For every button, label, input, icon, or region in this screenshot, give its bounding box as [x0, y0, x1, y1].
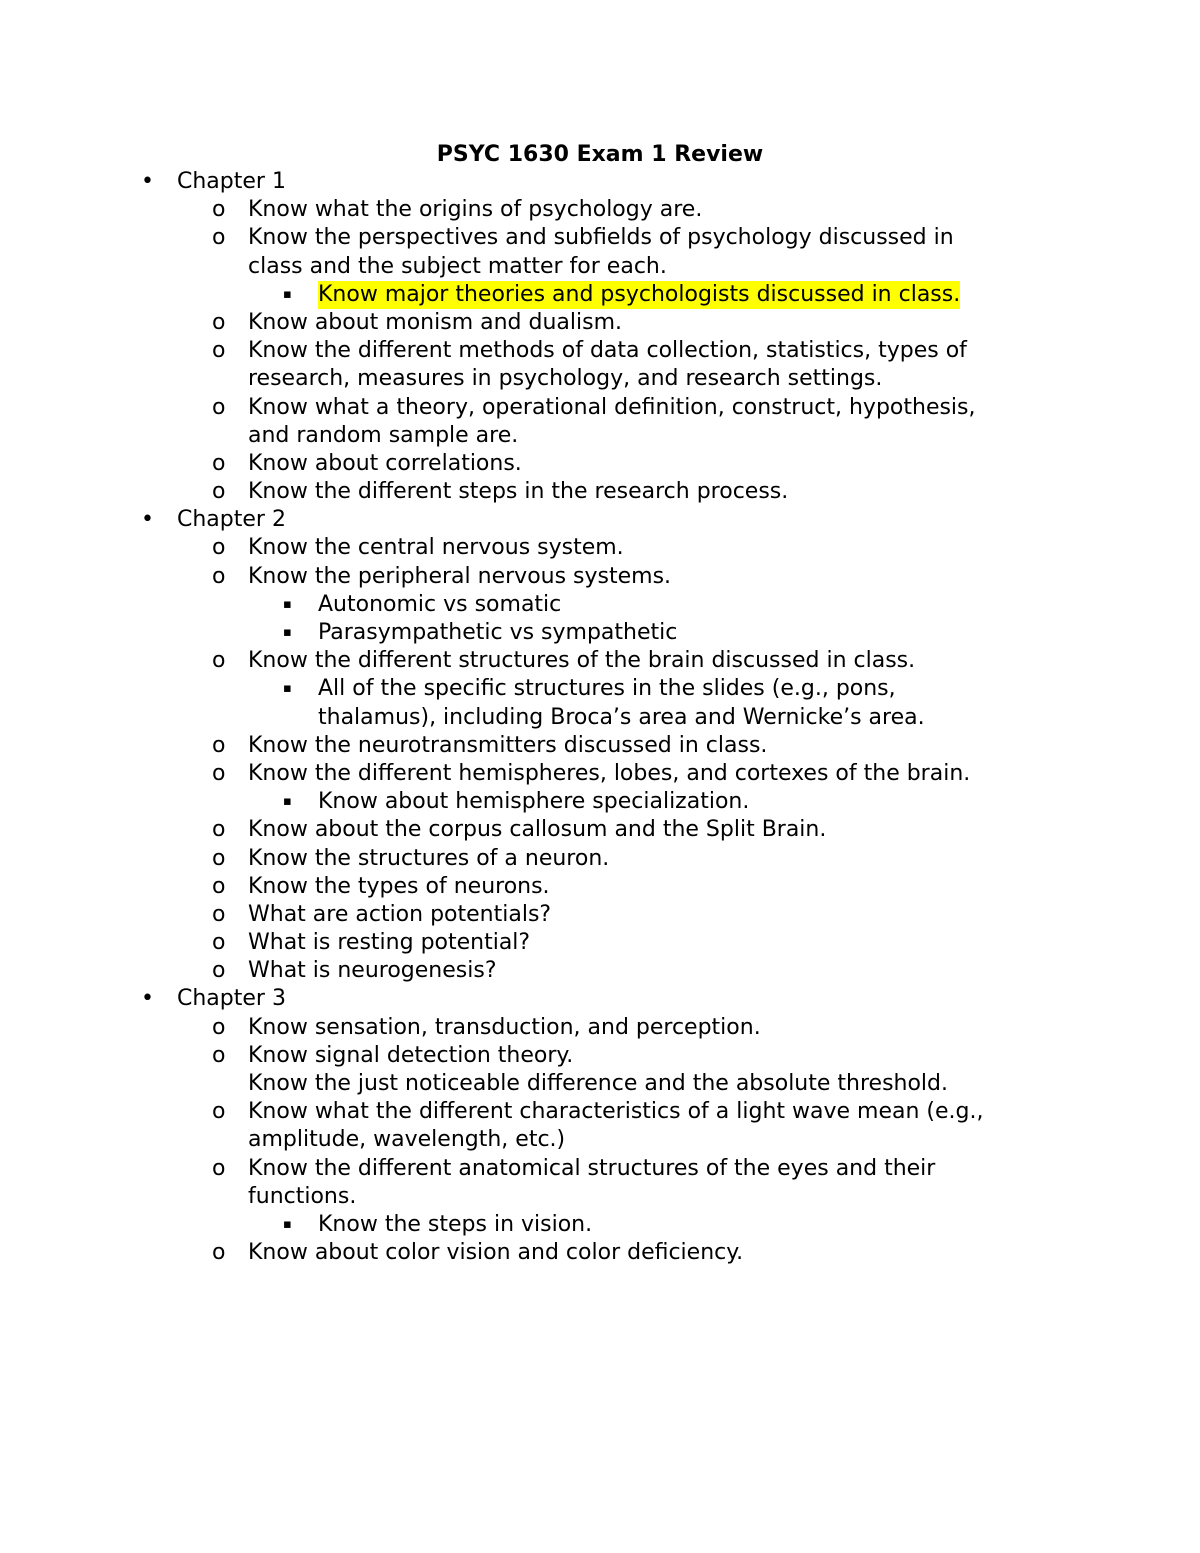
bullet-marker: • — [141, 507, 154, 533]
circle-marker: o — [212, 1014, 226, 1040]
list-item-text: What are action potentials? — [248, 901, 552, 927]
square-marker: ▪ — [283, 1216, 292, 1232]
list-item-continuation — [0, 1070, 1200, 1098]
circle-marker: o — [212, 338, 226, 364]
circle-marker: o — [212, 225, 226, 251]
circle-marker: o — [212, 817, 226, 843]
list-item-text: Know the peripheral nervous systems. — [248, 563, 672, 589]
list-item-text: Autonomic vs somatic — [318, 591, 562, 617]
list-item-text: Know the different anatomical structures of the eyes and their — [248, 1155, 936, 1181]
list-item-text: Know the steps in vision. — [318, 1211, 593, 1237]
list-item-text: Know sensation, transduction, and perception. — [248, 1014, 761, 1040]
list-item — [0, 1098, 1200, 1126]
list-item-continuation — [0, 1126, 1200, 1154]
list-item-text: Know what a theory, operational definition, construct, hypothesis, — [248, 394, 976, 420]
list-item — [0, 619, 1200, 647]
list-item — [0, 929, 1200, 957]
list-item — [0, 647, 1200, 675]
list-item-continuation — [0, 422, 1200, 450]
list-item-text: Know the structures of a neuron. — [248, 845, 610, 871]
list-item — [0, 845, 1200, 873]
circle-marker: o — [212, 1099, 226, 1125]
list-item — [0, 281, 1200, 309]
list-item-text: class and the subject matter for each. — [248, 253, 667, 279]
circle-marker: o — [212, 873, 226, 899]
circle-marker: o — [212, 930, 226, 956]
list-item — [0, 478, 1200, 506]
list-item-text: Parasympathetic vs sympathetic — [318, 620, 678, 645]
list-item-text: Know the different hemispheres, lobes, and cortexes of the brain. — [248, 760, 971, 786]
list-item — [0, 309, 1200, 337]
square-marker: ▪ — [283, 681, 292, 697]
circle-marker: o — [212, 760, 226, 786]
list-item — [0, 873, 1200, 901]
list-item — [0, 1211, 1200, 1239]
list-item — [0, 563, 1200, 591]
circle-marker: o — [212, 450, 226, 476]
list-item-text: Know about color vision and color deficiency. — [248, 1240, 744, 1266]
square-marker: ▪ — [283, 596, 292, 612]
chapter-heading: Chapter 2 — [177, 507, 286, 533]
bullet-marker: • — [141, 986, 154, 1012]
list-item-text: Know the different steps in the research process. — [248, 479, 789, 505]
list-item-text: What is neurogenesis? — [248, 958, 497, 984]
document-title: PSYC 1630 Exam 1 Review — [436, 142, 764, 167]
circle-marker: o — [212, 901, 226, 927]
list-item-text: thalamus), including Broca’s area and Wernicke’s area. — [318, 704, 925, 730]
square-marker: ▪ — [283, 286, 292, 302]
list-item-text: Know the neurotransmitters discussed in class. — [248, 732, 768, 758]
list-item — [0, 957, 1200, 985]
list-item-text: Know what the origins of psychology are. — [248, 197, 703, 223]
list-item-text: Know the central nervous system. — [248, 535, 624, 561]
list-item — [0, 224, 1200, 252]
list-item-text: Know what the different characteristics of a light wave mean (e.g., — [248, 1099, 984, 1125]
list-item-text: Know the different structures of the brain discussed in class. — [248, 648, 916, 674]
chapter-1-heading-row — [0, 168, 1200, 196]
circle-marker: o — [212, 535, 226, 561]
review-outline — [0, 168, 1200, 1267]
list-item — [0, 196, 1200, 224]
circle-marker: o — [212, 394, 226, 420]
highlighted-text: Know major theories and psychologists discussed in class. — [318, 281, 960, 309]
circle-marker: o — [212, 309, 226, 335]
list-item — [0, 1042, 1200, 1070]
list-item-text: Know the different methods of data collection, statistics, types of — [248, 338, 967, 364]
list-item-text: Know about the corpus callosum and the Split Brain. — [248, 817, 827, 843]
chapter-3-heading-row — [0, 985, 1200, 1013]
list-item-text: and random sample are. — [248, 422, 519, 448]
circle-marker: o — [212, 563, 226, 589]
list-item — [0, 788, 1200, 816]
list-item — [0, 901, 1200, 929]
list-item — [0, 1014, 1200, 1042]
chapter-2-heading-row — [0, 506, 1200, 534]
circle-marker: o — [212, 1042, 226, 1068]
circle-marker: o — [212, 648, 226, 674]
list-item — [0, 450, 1200, 478]
bullet-marker: • — [141, 169, 154, 194]
list-item — [0, 1239, 1200, 1267]
circle-marker: o — [212, 1240, 226, 1266]
list-item-text: Know the just noticeable difference and the absolute threshold. — [248, 1071, 949, 1096]
chapter-heading: Chapter 1 — [177, 169, 286, 194]
list-item-text: Know about hemisphere specialization. — [318, 789, 750, 815]
list-item — [0, 816, 1200, 844]
circle-marker: o — [212, 197, 226, 223]
circle-marker: o — [212, 732, 226, 758]
list-item-text: Know about monism and dualism. — [248, 309, 622, 335]
list-item — [0, 337, 1200, 365]
list-item — [0, 394, 1200, 422]
list-item — [0, 760, 1200, 788]
list-item — [0, 1155, 1200, 1183]
list-item — [0, 675, 1200, 703]
circle-marker: o — [212, 845, 226, 871]
list-item — [0, 534, 1200, 562]
list-item-text: Know the types of neurons. — [248, 873, 550, 899]
list-item-text: research, measures in psychology, and research settings. — [248, 366, 883, 392]
list-item-continuation — [0, 704, 1200, 732]
list-item-text: functions. — [248, 1183, 357, 1209]
list-item-continuation — [0, 1183, 1200, 1211]
list-item-continuation — [0, 253, 1200, 281]
circle-marker: o — [212, 479, 226, 505]
square-marker: ▪ — [283, 625, 292, 640]
circle-marker: o — [212, 1155, 226, 1181]
list-item-text: What is resting potential? — [248, 930, 531, 956]
list-item-text: Know about correlations. — [248, 450, 522, 476]
list-item — [0, 732, 1200, 760]
list-item-continuation — [0, 365, 1200, 393]
chapter-heading: Chapter 3 — [177, 986, 286, 1012]
list-item — [0, 591, 1200, 619]
circle-marker: o — [212, 958, 226, 984]
list-item-text: All of the specific structures in the slides (e.g., pons, — [318, 676, 896, 702]
list-item-text: Know the perspectives and subfields of psychology discussed in — [248, 225, 954, 251]
list-item-text: Know signal detection theory. — [248, 1042, 574, 1068]
list-item-text: amplitude, wavelength, etc.) — [248, 1127, 566, 1153]
square-marker: ▪ — [283, 794, 292, 810]
